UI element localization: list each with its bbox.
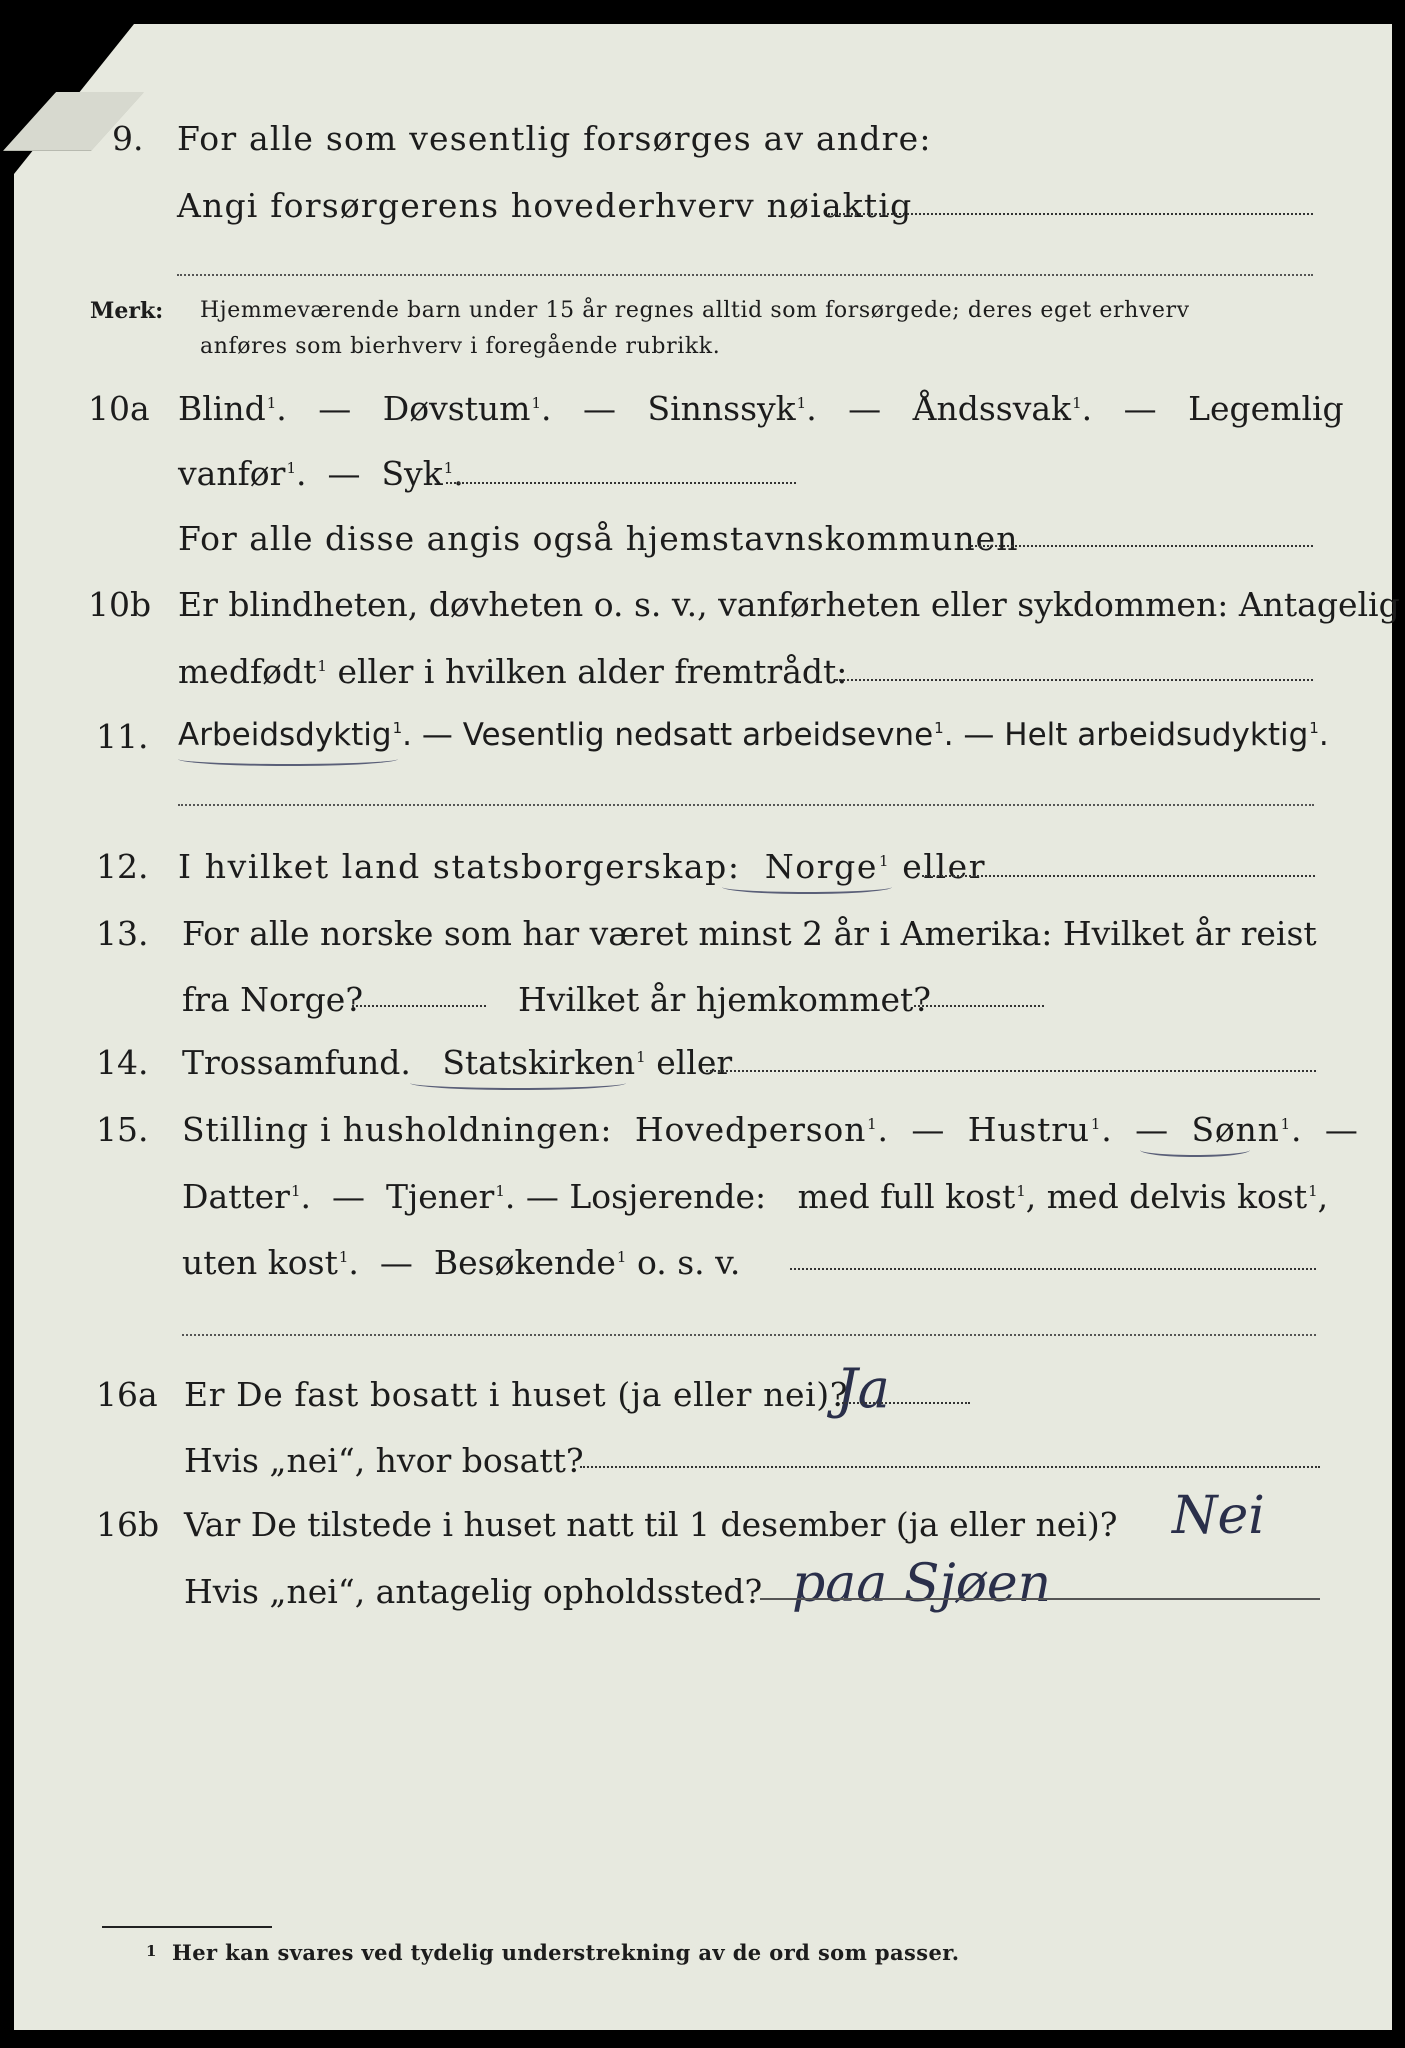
q14-answer-line[interactable] — [706, 1070, 1316, 1072]
q13-reist-line[interactable] — [352, 1005, 486, 1007]
q10b-number: 10b — [88, 585, 152, 624]
opt-sonn[interactable]: Sønn — [1191, 1110, 1280, 1149]
opt-dovstum[interactable]: Døvstum — [382, 389, 531, 428]
q10a-line1: Blind$^1$. — Døvstum$^1$. — Sinnssyk$^1$. — Åndssvak$^1$. — Legemlig — [178, 389, 1344, 428]
q15-number: 15. — [96, 1110, 149, 1149]
q13-line1: For alle norske som har været minst 2 år i Amerika: Hvilket år reist — [182, 914, 1317, 953]
opt-udyktig[interactable]: Helt arbeidsudyktig — [1004, 717, 1309, 753]
footnote-text: Her kan svares ved tydelig understrekning av de ord som passer. — [172, 1940, 960, 1965]
opt-legemlig[interactable]: Legemlig — [1188, 389, 1344, 428]
q15-line2: Datter$^1$. — Tjener$^1$. — Losjerende: med full kost$^1$, med delvis kost$^1$, — [182, 1177, 1329, 1216]
footnote-marker: 1 — [146, 1942, 157, 1960]
q9-line2: Angi forsørgerens hovederhverv nøiaktig — [177, 186, 913, 225]
opt-norge[interactable]: Norge — [764, 847, 878, 886]
footnote-rule — [102, 1926, 272, 1928]
q15-line1: Stilling i husholdningen: Hovedperson$^1$. — Hustru$^1$. — Sønn$^1$. — — [182, 1110, 1359, 1149]
opt-sinnssyk[interactable]: Sinnssyk — [647, 389, 796, 428]
q10b-line1: Er blindheten, døvheten o. s. v., vanførheten eller sykdommen: Antagelig — [178, 585, 1400, 624]
q16a-answer-line[interactable] — [842, 1402, 970, 1404]
q14-line: Trossamfund. Statskirken$^1$ eller — [182, 1043, 733, 1082]
q11-number: 11. — [96, 717, 149, 756]
q9-answer-line[interactable] — [828, 213, 1313, 215]
q15-answer-line-2[interactable] — [182, 1334, 1316, 1336]
q11-handwritten-underline — [178, 752, 398, 766]
q13-line2a: fra Norge? — [182, 980, 364, 1019]
opt-tjener[interactable]: Tjener — [385, 1177, 495, 1216]
q11-answer-line[interactable] — [178, 804, 1314, 806]
q16b-handwritten-place[interactable]: paa Sjøen — [792, 1554, 1052, 1614]
opt-delviskost[interactable]: med delvis kost — [1046, 1177, 1308, 1216]
opt-blind[interactable]: Blind — [178, 389, 266, 428]
opt-statskirken[interactable]: Statskirken — [442, 1043, 636, 1082]
opt-vanfor[interactable]: vanfør — [178, 454, 286, 493]
q15-line3: uten kost$^1$. — Besøkende$^1$ o. s. v. — [182, 1243, 741, 1282]
q10a-hjemstavn-line[interactable] — [968, 545, 1313, 547]
q16b-handwritten-answer[interactable]: Nei — [1172, 1486, 1265, 1546]
q12-handwritten-underline — [722, 880, 892, 894]
opt-datter[interactable]: Datter — [182, 1177, 290, 1216]
opt-hustru[interactable]: Hustru — [967, 1110, 1090, 1149]
opt-hovedperson[interactable]: Hovedperson — [634, 1110, 867, 1149]
merk-line1: Hjemmeværende barn under 15 år regnes alltid som forsørgede; deres eget erhverv — [200, 298, 1190, 323]
opt-arbeidsdyktig[interactable]: Arbeidsdyktig — [178, 717, 392, 753]
q16b-line1: Var De tilstede i huset natt til 1 desember (ja eller nei)? — [184, 1505, 1118, 1544]
q14-number: 14. — [96, 1043, 149, 1082]
q16a-line2: Hvis „nei“, hvor bosatt? — [184, 1441, 584, 1480]
q10a-line3: For alle disse angis også hjemstavnskommunen — [178, 519, 1019, 558]
q12-answer-line[interactable] — [922, 875, 1315, 877]
q16a-number: 16a — [96, 1375, 158, 1414]
opt-medfodt[interactable]: medfødt — [178, 652, 317, 691]
q9-number: 9. — [112, 119, 144, 158]
q9-line1: For alle som vesentlig forsørges av andre: — [177, 119, 932, 158]
q16a-handwritten-answer[interactable]: Ja — [836, 1357, 890, 1420]
q14-handwritten-underline — [410, 1076, 626, 1090]
opt-fullkost[interactable]: med full kost — [797, 1177, 1016, 1216]
q10b-answer-line[interactable] — [836, 679, 1313, 681]
form-page — [14, 24, 1392, 2030]
q12-number: 12. — [96, 847, 149, 886]
q11-line: Arbeidsdyktig$^1$. — Vesentlig nedsatt arbeidsevne$^1$. — Helt arbeidsudyktig$^1$. — [178, 717, 1329, 753]
opt-syk[interactable]: Syk — [381, 454, 443, 493]
q10a-answer-line[interactable] — [446, 482, 796, 484]
q16a-bosatt-line[interactable] — [580, 1466, 1320, 1468]
q13-line2b: Hvilket år hjemkommet? — [518, 980, 931, 1019]
q10a-line2: vanfør$^1$. — Syk$^1$. — [178, 454, 464, 493]
q16b-line2: Hvis „nei“, antagelig opholdssted? — [184, 1572, 763, 1611]
q9-answer-line-2[interactable] — [177, 274, 1313, 276]
q10a-number: 10a — [88, 389, 150, 428]
opt-besokende[interactable]: Besøkende — [433, 1243, 616, 1282]
q13-hjemkommet-line[interactable] — [914, 1005, 1044, 1007]
opt-nedsatt[interactable]: Vesentlig nedsatt arbeidsevne — [462, 717, 934, 753]
q15-handwritten-underline — [1140, 1143, 1250, 1157]
q16a-line1: Er De fast bosatt i huset (ja eller nei)? — [184, 1375, 848, 1414]
opt-utenkost[interactable]: uten kost — [182, 1243, 338, 1282]
merk-line2: anføres som bierhverv i foregående rubrikk. — [200, 334, 721, 359]
q12-line: I hvilket land statsborgerskap: Norge$^1$ eller — [178, 847, 987, 886]
merk-label: Merk: — [90, 298, 164, 324]
q13-number: 13. — [96, 914, 149, 953]
q16b-answer-line[interactable] — [760, 1598, 1320, 1600]
opt-andssvak[interactable]: Åndssvak — [912, 389, 1072, 428]
q10b-line2: medfødt$^1$ eller i hvilken alder fremtrådt: — [178, 652, 848, 691]
q15-answer-line[interactable] — [790, 1268, 1316, 1270]
q16b-number: 16b — [96, 1505, 160, 1544]
